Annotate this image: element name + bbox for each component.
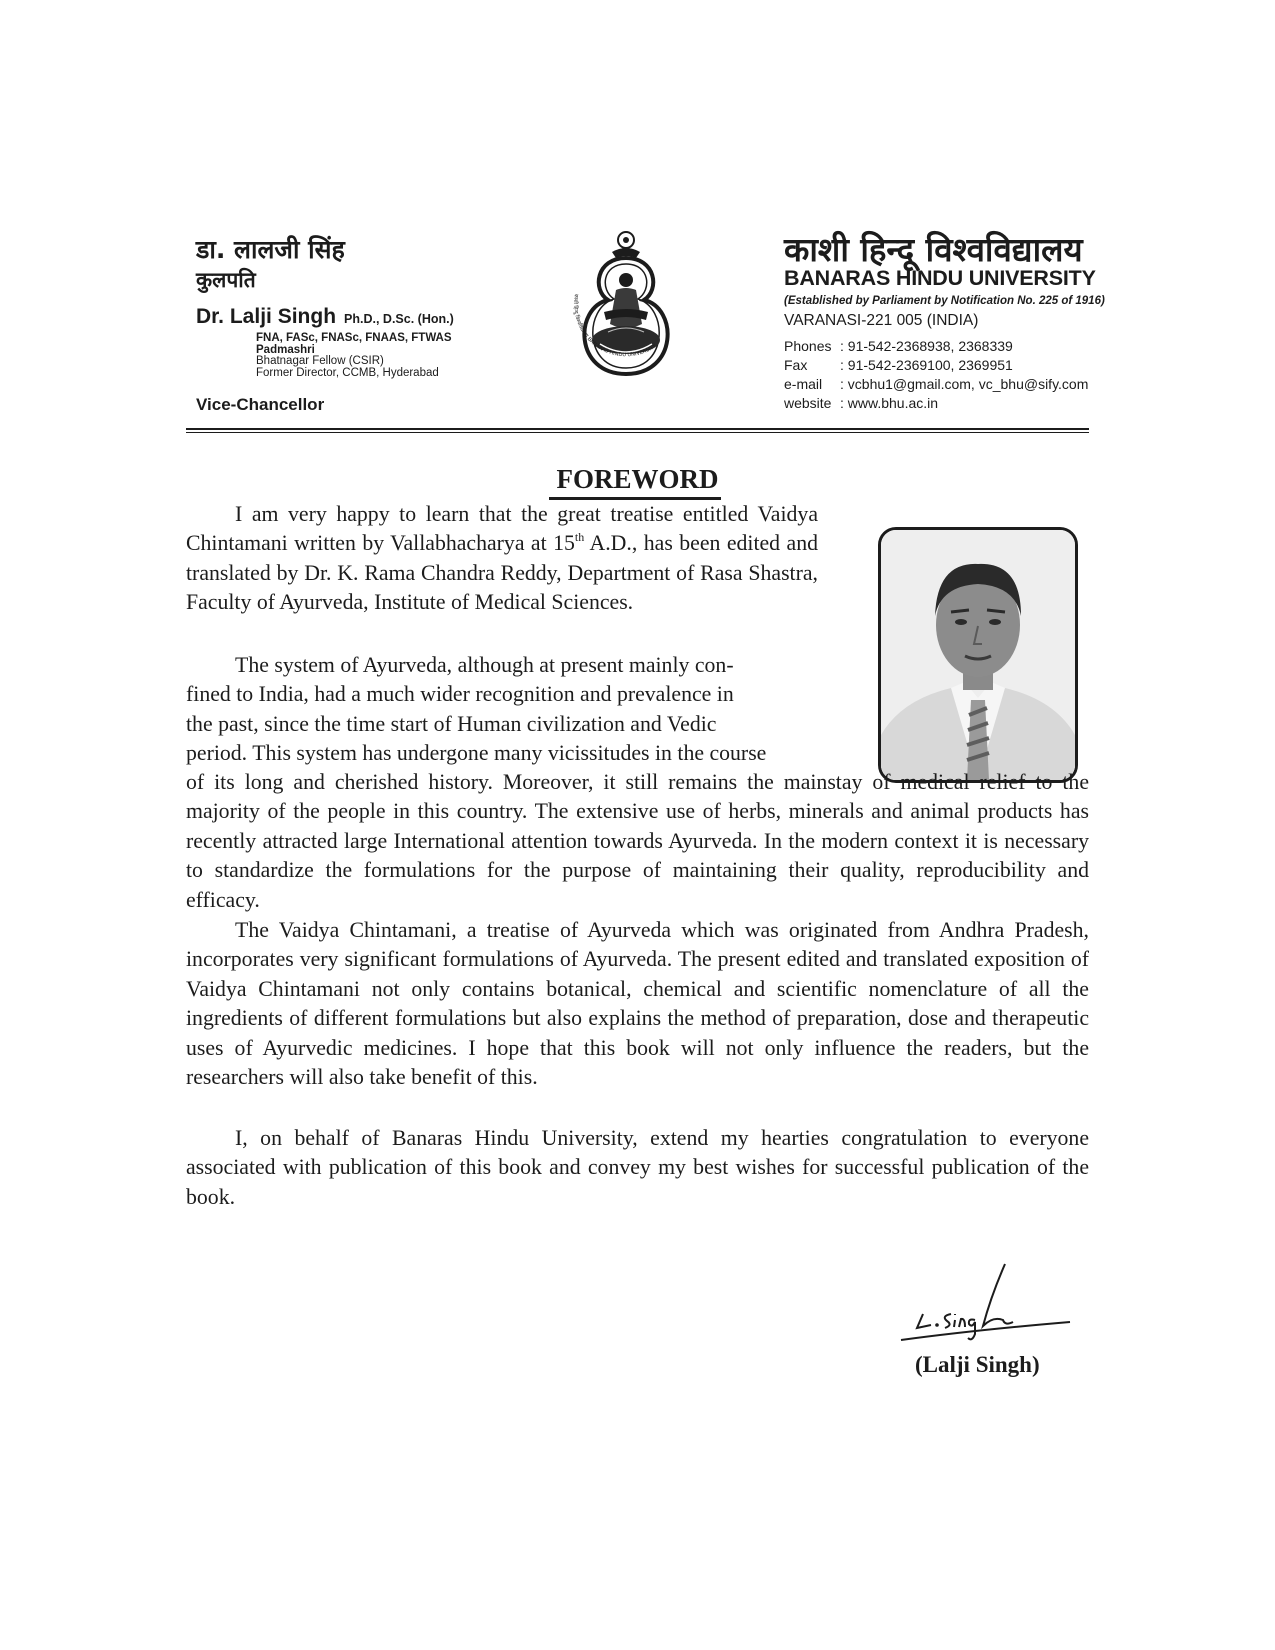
foreword-heading: FOREWORD (556, 464, 719, 494)
letterhead-divider-thin (186, 432, 1089, 433)
credential-line: Bhatnagar Fellow (CSIR) (256, 355, 384, 367)
svg-text:काशी हिन्दू विश्वविद्यालय BANA: काशी हिन्दू विश्वविद्यालय BANARAS HINDU UNIVERSITY (571, 293, 658, 359)
author-name: Dr. Lalji Singh (196, 305, 337, 328)
author-degrees: Ph.D., D.Sc. (Hon.) (344, 312, 454, 326)
foreword-paragraph-2: of its long and cherished history. Moreover, it still remains the mainstay of medical relief to the majority of the people in this country. The extensive use of herbs, minerals and animal products has recently attracted large International attention towards Ayurveda. In the modern context it is necessary to standardize the formulations for the purpose of maintaining their quality, reproducibility and efficacy. (186, 770, 1089, 912)
university-seal-logo (556, 228, 696, 390)
name-row (196, 305, 454, 329)
text-line: The system of Ayurveda, although at present mainly con- (235, 653, 734, 677)
university-address: VARANASI-221 005 (INDIA) (784, 312, 979, 329)
foreword-paragraph-2-wrapped (186, 651, 818, 769)
establishment-note: (Established by Parliament by Notification No. 225 of 1916) (784, 295, 1105, 307)
handwritten-signature (895, 1262, 1080, 1347)
text-line: period. This system has undergone many vicissitudes in the course (186, 741, 767, 766)
contact-fax: Fax : 91-542-2369100, 2369951 (784, 357, 1013, 373)
portrait-image (881, 530, 1075, 780)
author-role: Vice-Chancellor (196, 395, 325, 414)
foreword-paragraph-4: I, on behalf of Banaras Hindu University, extend my hearties congratulation to everyone associated with publication of this book and convey my best wishes for successful publication of the book. (186, 1126, 1089, 1209)
credential-line: Padmashri (256, 343, 315, 356)
credential-line: FNA, FASc, FNASc, FNAAS, FTWAS (256, 332, 452, 344)
signatory-name: (Lalji Singh) (915, 1352, 1040, 1377)
hindi-name: डा. लालजी सिंह (196, 235, 345, 264)
university-name: BANARAS HINDU UNIVERSITY (784, 266, 1096, 290)
author-photo (878, 527, 1078, 783)
letterhead-divider (186, 428, 1089, 430)
contact-website: website : www.bhu.ac.in (784, 395, 939, 411)
text-line: the past, since the time start of Human civilization and Vedic (186, 711, 717, 736)
text-line: fined to India, had a much wider recognition and prevalence in (186, 682, 734, 707)
author-credentials (256, 333, 452, 379)
credential-line: Former Director, CCMB, Hyderabad (256, 366, 439, 379)
hindi-title: कुलपति (196, 268, 256, 292)
foreword-paragraph-1: I am very happy to learn that the great treatise entitled Vaidya Chintamani written by Vallabhacharya at 15th A.D., has been edited and translated by Dr. K. Rama Chandra Reddy, Department of Rasa Shastra, Faculty of Ayurveda, Institute of Medical Sciences. (186, 502, 818, 615)
contact-phones: Phones : 91-542-2368938, 2368339 (784, 338, 1013, 354)
foreword-paragraph-3: The Vaidya Chintamani, a treatise of Ayurveda which was originated from Andhra Pradesh, incorporates very significant formulations of Ayurveda. The present edited and translated exposition of Vaidya Chintamani not only contains botanical, chemical and scientific nomenclature of all the ingredients of different formulations but also explains the method of preparation, dose and therapeutic uses of Ayurvedic medicines. I hope that this book will not only influence the readers, but the researchers will also take benefit of this. (186, 918, 1089, 1090)
university-hindi-name: काशी हिन्दू विश्वविद्यालय (784, 230, 1083, 269)
contact-email: e-mail : vcbhu1@gmail.com, vc_bhu@sify.com (784, 376, 1089, 392)
contact-list (784, 337, 1088, 413)
